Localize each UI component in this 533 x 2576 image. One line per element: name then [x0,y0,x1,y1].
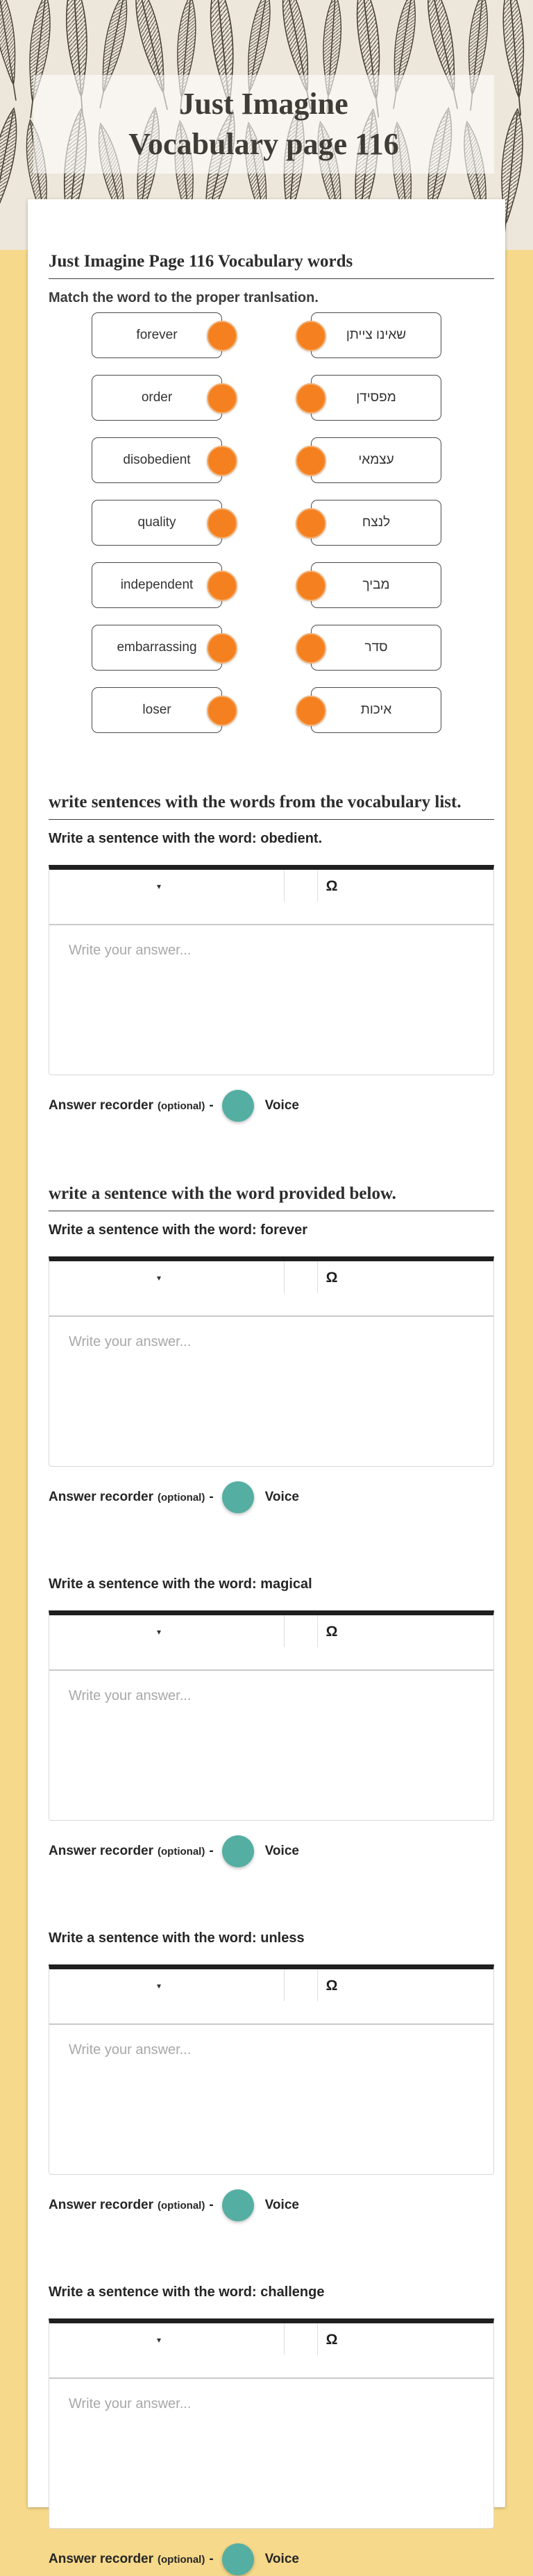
match-handle-icon[interactable] [207,571,237,601]
match-word-label: independent [120,578,194,592]
write-sentence-section [49,792,494,1122]
toolbar-divider [317,870,318,902]
paragraph-style-dropdown[interactable] [146,2329,171,2351]
match-word-left [92,687,222,733]
match-handle-icon[interactable] [296,696,326,726]
match-row [49,562,494,608]
voice-record-button[interactable] [222,2543,254,2575]
match-word-label: שאינו צייתן [346,328,407,342]
toolbar-divider [317,2323,318,2355]
match-handle-icon[interactable] [207,633,237,664]
editor-toolbar [49,870,493,925]
recorder-dash: - [209,1844,214,1858]
omega-icon: Ω [325,2332,338,2348]
answer-textarea[interactable] [49,1671,493,1820]
paragraph-style-dropdown[interactable] [146,875,171,898]
recorder-dash: - [209,2552,214,2566]
recorder-dash: - [209,1490,214,1504]
match-word-label: quality [137,515,176,530]
voice-label: Voice [264,2198,299,2212]
match-word-label: איכות [360,702,392,717]
chevron-down-icon: ▾ [156,2335,162,2345]
match-word-label: מפסידן [356,390,396,405]
recorder-optional-label: (optional) [158,1845,205,1858]
answer-editor [49,865,494,1075]
match-row [49,312,494,358]
recorder-label: Answer recorder [49,2198,154,2212]
question-prompt: Write a sentence with the word: challenge [49,2284,325,2300]
question-prompt: Write a sentence with the word: obedient. [49,831,323,846]
recorder-optional-label: (optional) [158,1491,205,1504]
toolbar-divider [284,1261,285,1293]
answer-textarea[interactable] [49,2025,493,2174]
match-handle-icon[interactable] [207,696,237,726]
match-word-label: סדר [364,640,388,655]
match-row [49,437,494,483]
editor-toolbar [49,1969,493,2025]
answer-recorder-row [49,1481,494,1514]
write-sentence-section [49,2283,494,2576]
omega-icon: Ω [325,1624,338,1640]
voice-record-button[interactable] [222,2189,254,2221]
match-handle-icon[interactable] [207,321,237,351]
answer-recorder-row [49,1089,494,1122]
write-sentence-section [49,1929,494,2222]
match-handle-icon[interactable] [296,383,326,414]
recorder-optional-label: (optional) [158,1100,205,1112]
answer-recorder-row [49,1835,494,1868]
match-word-right [311,375,441,421]
chevron-down-icon: ▾ [156,1273,162,1283]
editor-toolbar [49,1615,493,1671]
match-word-label: loser [142,702,171,717]
voice-label: Voice [264,1490,299,1504]
toolbar-divider [317,1969,318,2001]
recorder-optional-label: (optional) [158,2553,205,2566]
answer-recorder-row [49,2543,494,2576]
page-subtitle: Vocabulary page 116 [128,127,399,161]
section-heading: write a sentence with the word provided below. [49,1184,396,1203]
match-word-left [92,500,222,546]
match-handle-icon[interactable] [296,633,326,664]
answer-editor [49,1256,494,1467]
match-word-right [311,437,441,483]
match-handle-icon[interactable] [296,321,326,351]
match-handle-icon[interactable] [296,571,326,601]
match-word-label: עצמאי [358,453,394,467]
match-word-left [92,437,222,483]
match-grid [49,312,494,733]
page-title: Just Imagine [179,87,348,121]
question-prompt: Write a sentence with the word: magical [49,1576,312,1592]
question-prompt: Write a sentence with the word: forever [49,1222,308,1238]
match-row [49,687,494,733]
match-handle-icon[interactable] [296,508,326,539]
write-sentence-section [49,1575,494,1868]
voice-label: Voice [264,2552,299,2566]
recorder-dash: - [209,2198,214,2212]
match-row [49,375,494,421]
match-word-right [311,562,441,608]
toolbar-divider [284,1969,285,2001]
toolbar-divider [284,870,285,902]
special-characters-button[interactable] [323,1973,341,1998]
match-instruction: Match the word to the proper tranlsation. [49,290,319,305]
editor-toolbar [49,2323,493,2379]
match-word-right [311,625,441,671]
match-row [49,500,494,546]
match-word-left [92,562,222,608]
omega-icon: Ω [325,1270,338,1286]
answer-textarea[interactable] [49,925,493,1075]
chevron-down-icon: ▾ [156,882,162,891]
match-word-left [92,375,222,421]
question-prompt: Write a sentence with the word: unless [49,1930,305,1946]
match-handle-icon[interactable] [207,508,237,539]
answer-recorder-row [49,2189,494,2222]
voice-label: Voice [264,1844,299,1858]
answer-editor [49,2318,494,2529]
match-section-heading: Just Imagine Page 116 Vocabulary words [49,252,353,271]
divider [49,819,494,820]
divider [49,278,494,279]
match-word-label: embarrassing [117,640,197,655]
recorder-label: Answer recorder [49,1490,154,1504]
answer-editor [49,1610,494,1821]
toolbar-divider [317,1261,318,1293]
paragraph-style-dropdown[interactable] [146,1267,171,1289]
special-characters-button[interactable] [323,2327,341,2352]
match-word-label: order [141,390,173,405]
recorder-dash: - [209,1098,214,1113]
recorder-optional-label: (optional) [158,2199,205,2212]
special-characters-button[interactable] [323,1265,341,1290]
match-word-right [311,687,441,733]
recorder-label: Answer recorder [49,2552,154,2566]
worksheet-card [28,199,505,2566]
recorder-label: Answer recorder [49,1098,154,1113]
chevron-down-icon: ▾ [156,1627,162,1637]
match-word-label: disobedient [123,453,191,467]
voice-record-button[interactable] [222,1090,254,1122]
voice-label: Voice [264,1098,299,1113]
match-handle-icon[interactable] [296,446,326,476]
paragraph-style-dropdown[interactable] [146,1975,171,1997]
match-row [49,625,494,671]
special-characters-button[interactable] [323,1619,341,1644]
chevron-down-icon: ▾ [156,1981,162,1991]
answer-textarea[interactable] [49,1317,493,1466]
match-word-left [92,312,222,358]
match-word-right [311,312,441,358]
toolbar-divider [317,1615,318,1647]
worksheet-title-banner [33,75,494,174]
match-handle-icon[interactable] [207,383,237,414]
match-word-label: forever [136,328,178,342]
write-sentence-section [49,1184,494,1514]
voice-record-button[interactable] [222,1835,254,1867]
editor-toolbar [49,1261,493,1317]
toolbar-divider [284,1615,285,1647]
answer-textarea[interactable] [49,2379,493,2528]
match-handle-icon[interactable] [207,446,237,476]
answer-editor [49,1964,494,2175]
recorder-label: Answer recorder [49,1844,154,1858]
section-heading: write sentences with the words from the vocabulary list. [49,793,462,811]
toolbar-divider [284,2323,285,2355]
match-word-right [311,500,441,546]
match-word-label: לנצח [362,515,391,530]
omega-icon: Ω [325,878,338,894]
special-characters-button[interactable] [323,874,341,899]
omega-icon: Ω [325,1978,338,1994]
voice-record-button[interactable] [222,1481,254,1513]
match-word-left [92,625,222,671]
paragraph-style-dropdown[interactable] [146,1621,171,1643]
match-word-label: מביך [362,578,390,592]
